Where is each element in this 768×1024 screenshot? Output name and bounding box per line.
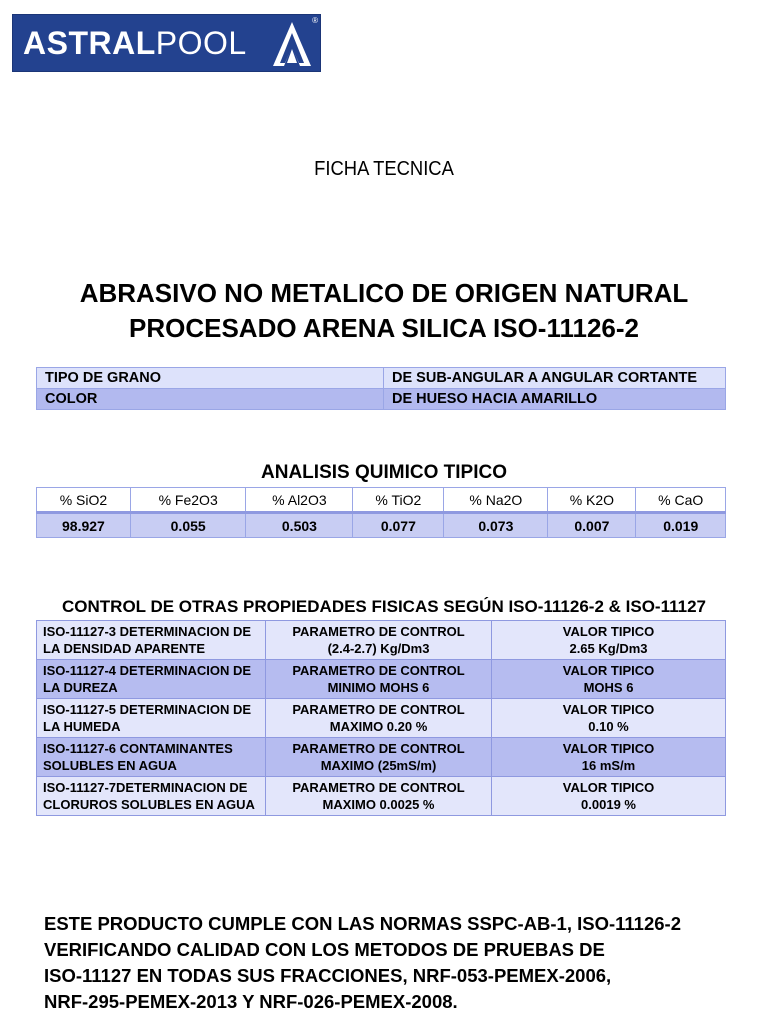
table-row <box>37 368 726 389</box>
column-header: % TiO2 <box>353 488 444 513</box>
compliance-statement <box>44 911 734 1015</box>
parameter-line: PARAMETRO DE CONTROL <box>292 741 465 756</box>
registered-mark: ® <box>312 16 318 25</box>
logo-wordmark <box>13 25 247 62</box>
typical-line: 0.0019 % <box>581 797 636 812</box>
test-line: SOLUBLES EN AGUA <box>43 758 177 773</box>
table-row <box>37 660 726 699</box>
compliance-line: ISO-11127 EN TODAS SUS FRACCIONES, NRF-053-PEMEX-2006, <box>44 965 612 986</box>
product-title-line2: PROCESADO ARENA SILICA ISO-11126-2 <box>128 313 640 343</box>
test-cell <box>37 699 266 738</box>
test-cell <box>37 777 266 816</box>
parameter-cell <box>266 777 492 816</box>
table-row <box>37 738 726 777</box>
physical-properties-table <box>36 620 726 816</box>
test-line: ISO-11127-4 DETERMINACION DE <box>43 663 252 678</box>
parameter-cell <box>266 699 492 738</box>
product-title-line1: ABRASIVO NO METALICO DE ORIGEN NATURAL <box>79 278 689 308</box>
table-row <box>37 777 726 816</box>
parameter-cell <box>266 621 492 660</box>
chemical-analysis-title: ANALISIS QUIMICO TIPICO <box>261 462 507 483</box>
typical-line: VALOR TIPICO <box>562 624 655 639</box>
table-cell: 0.073 <box>444 513 548 538</box>
physical-properties-title: CONTROL DE OTRAS PROPIEDADES FISICAS SEGÚN ISO-11126-2 & ISO-11127 <box>62 597 706 616</box>
typical-line: VALOR TIPICO <box>562 741 655 756</box>
typical-line: 2.65 Kg/Dm3 <box>569 641 648 656</box>
property-value: DE SUB-ANGULAR A ANGULAR CORTANTE <box>384 368 726 389</box>
test-line: LA DENSIDAD APARENTE <box>43 641 206 656</box>
property-label: TIPO DE GRANO <box>37 368 384 389</box>
typical-line: VALOR TIPICO <box>562 702 655 717</box>
logo-triangle-icon <box>270 19 314 69</box>
parameter-line: MAXIMO 0.0025 % <box>322 797 435 812</box>
table-cell: 0.055 <box>130 513 246 538</box>
column-header: % K2O <box>548 488 636 513</box>
ficha-tecnica-heading: FICHA TECNICA <box>314 158 454 180</box>
chemical-analysis-table <box>36 487 726 538</box>
test-line: LA DUREZA <box>43 680 118 695</box>
column-header: % CaO <box>636 488 726 513</box>
logo-brand-light: POOL <box>155 24 247 61</box>
test-line: ISO-11127-3 DETERMINACION DE <box>43 624 252 639</box>
typical-value-cell <box>492 660 726 699</box>
compliance-line: VERIFICANDO CALIDAD CON LOS METODOS DE PRUEBAS DE <box>44 939 605 960</box>
table-cell: 0.077 <box>353 513 444 538</box>
table-row <box>37 699 726 738</box>
compliance-line: NRF-295-PEMEX-2013 Y NRF-026-PEMEX-2008. <box>44 991 458 1012</box>
typical-value-cell <box>492 777 726 816</box>
parameter-line: PARAMETRO DE CONTROL <box>292 624 465 639</box>
table-header-row <box>37 488 726 513</box>
properties-table <box>36 367 726 410</box>
column-header: % Al2O3 <box>246 488 353 513</box>
parameter-line: PARAMETRO DE CONTROL <box>292 702 465 717</box>
typical-value-cell <box>492 621 726 660</box>
parameter-line: (2.4-2.7) Kg/Dm3 <box>327 641 430 656</box>
table-cell: 0.007 <box>548 513 636 538</box>
column-header: % SiO2 <box>37 488 131 513</box>
test-line: CLORUROS SOLUBLES EN AGUA <box>43 797 255 812</box>
logo-brand-bold: ASTRAL <box>23 24 156 61</box>
test-cell <box>37 738 266 777</box>
column-header: % Fe2O3 <box>130 488 246 513</box>
parameter-cell <box>266 738 492 777</box>
table-cell: 0.019 <box>636 513 726 538</box>
compliance-line: ESTE PRODUCTO CUMPLE CON LAS NORMAS SSPC-AB-1, ISO-11126-2 <box>44 913 681 934</box>
typical-value-cell <box>492 738 726 777</box>
typical-line: MOHS 6 <box>583 680 634 695</box>
property-value: DE HUESO HACIA AMARILLO <box>384 389 726 410</box>
table-row <box>37 513 726 538</box>
typical-line: VALOR TIPICO <box>562 780 655 795</box>
test-line: ISO-11127-6 CONTAMINANTES <box>43 741 233 756</box>
table-cell: 98.927 <box>37 513 131 538</box>
table-row <box>37 621 726 660</box>
typical-value-cell <box>492 699 726 738</box>
parameter-line: MAXIMO (25mS/m) <box>320 758 437 773</box>
test-line: ISO-11127-7DETERMINACION DE <box>43 780 248 795</box>
table-row <box>37 389 726 410</box>
property-label: COLOR <box>37 389 384 410</box>
parameter-line: MINIMO MOHS 6 <box>327 680 430 695</box>
column-header: % Na2O <box>444 488 548 513</box>
test-cell <box>37 621 266 660</box>
parameter-line: PARAMETRO DE CONTROL <box>292 663 465 678</box>
astralpool-logo <box>12 14 321 72</box>
parameter-cell <box>266 660 492 699</box>
parameter-line: PARAMETRO DE CONTROL <box>292 780 465 795</box>
typical-line: 16 mS/m <box>581 758 636 773</box>
typical-line: 0.10 % <box>588 719 629 734</box>
test-cell <box>37 660 266 699</box>
test-line: LA HUMEDA <box>43 719 121 734</box>
parameter-line: MAXIMO 0.20 % <box>329 719 428 734</box>
test-line: ISO-11127-5 DETERMINACION DE <box>43 702 252 717</box>
typical-line: VALOR TIPICO <box>562 663 655 678</box>
table-cell: 0.503 <box>246 513 353 538</box>
